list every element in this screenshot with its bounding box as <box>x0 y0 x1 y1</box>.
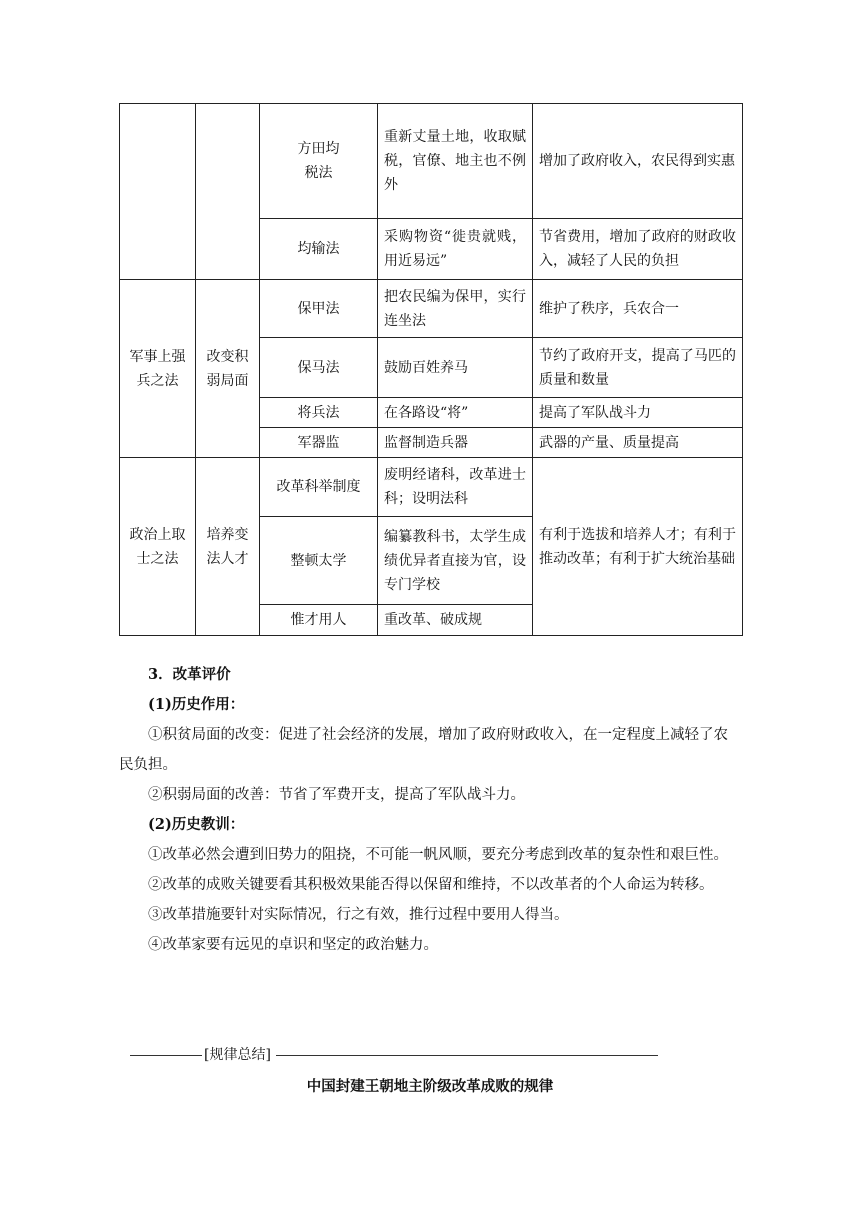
effect-cell: 节约了政府开支，提高了马匹的质量和数量 <box>533 338 743 398</box>
effect-cell: 增加了政府收入，农民得到实惠 <box>533 104 743 219</box>
content-cell: 重改革、破成规 <box>378 605 533 636</box>
measure-cell: 改革科举制度 <box>260 458 378 517</box>
content-cell: 把农民编为保甲，实行连坐法 <box>378 280 533 338</box>
measure-cell: 方田均 税法 <box>260 104 378 219</box>
content-cell: 在各路设“将” <box>378 398 533 428</box>
table-row <box>120 458 743 517</box>
category-cell: 政治上取士之法 <box>120 458 196 636</box>
measure-cell: 将兵法 <box>260 398 378 428</box>
category-cell: 军事上强兵之法 <box>120 280 196 458</box>
divider-line <box>130 1055 202 1056</box>
measure-cell: 保甲法 <box>260 280 378 338</box>
paragraph: ④改革家要有远见的卓识和坚定的政治魅力。 <box>148 937 438 953</box>
rule-summary-divider <box>130 1045 658 1065</box>
content-cell: 鼓励百姓养马 <box>378 338 533 398</box>
measure-cell: 军器监 <box>260 428 378 458</box>
measure-cell: 整顿太学 <box>260 517 378 605</box>
goal-cell: 培养变法人才 <box>196 458 260 636</box>
paragraph: ①积贫局面的改变：促进了社会经济的发展，增加了政府财政收入，在一定程度上减轻了农民负担。 <box>119 727 728 773</box>
effect-cell: 提高了军队战斗力 <box>533 398 743 428</box>
table-row <box>120 104 743 219</box>
effect-cell: 有利于选拔和培养人才；有利于推动改革；有利于扩大统治基础 <box>533 458 743 636</box>
rule-title: 中国封建王朝地主阶级改革成败的规律 <box>306 1079 554 1095</box>
evaluation-section <box>119 660 742 960</box>
subheading-role: (1)历史作用： <box>148 696 245 713</box>
paragraph: ③改革措施要针对实际情况，行之有效，推行过程中要用人得当。 <box>148 907 569 923</box>
divider-line <box>276 1055 658 1056</box>
effect-cell: 节省费用，增加了政府的财政收入，减轻了人民的负担 <box>533 219 743 280</box>
subheading-lessons: (2)历史教训： <box>148 816 245 833</box>
effect-cell: 维护了秩序，兵农合一 <box>533 280 743 338</box>
effect-cell: 武器的产量、质量提高 <box>533 428 743 458</box>
category-cell-empty <box>120 104 196 280</box>
paragraph: ①改革必然会遭到旧势力的阻挠，不可能一帆风顺，要充分考虑到改革的复杂性和艰巨性。 <box>148 847 728 863</box>
content-cell: 采购物资“徙贵就贱，用近易远” <box>378 219 533 280</box>
content-cell: 废明经诸科，改革进士科；设明法科 <box>378 458 533 517</box>
paragraph: ②积弱局面的改善：节省了军费开支，提高了军队战斗力。 <box>148 787 525 803</box>
measure-cell: 保马法 <box>260 338 378 398</box>
content-cell: 监督制造兵器 <box>378 428 533 458</box>
reform-table <box>119 103 743 636</box>
paragraph: ②改革的成败关键要看其积极效果能否得以保留和维持，不以改革者的个人命运为转移。 <box>148 877 714 893</box>
goal-cell: 改变积弱局面 <box>196 280 260 458</box>
content-cell: 编纂教科书，太学生成绩优异者直接为官，设专门学校 <box>378 517 533 605</box>
content-cell: 重新丈量土地，收取赋税，官僚、地主也不例外 <box>378 104 533 219</box>
measure-cell: 均输法 <box>260 219 378 280</box>
section-heading: 3．改革评价 <box>148 666 231 683</box>
rule-summary-tag: [规律总结] <box>204 1047 271 1063</box>
table-row <box>120 280 743 338</box>
measure-cell: 惟才用人 <box>260 605 378 636</box>
goal-cell-empty <box>196 104 260 280</box>
